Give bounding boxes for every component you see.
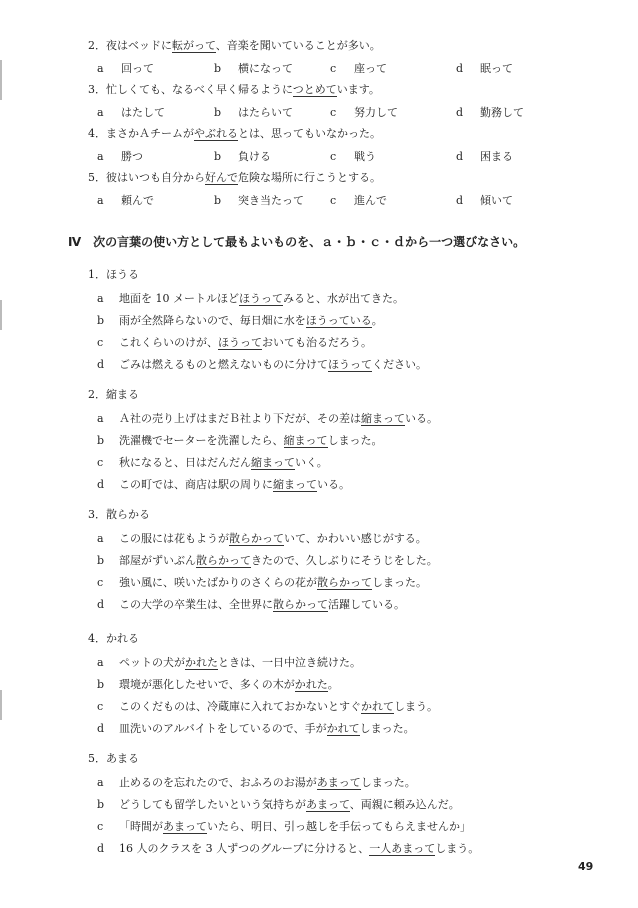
sentence-option-d[interactable]: d この大学の卒業生は、全世界に散らかって活躍している。 xyxy=(97,598,405,611)
underlined-target: 縮まって xyxy=(361,412,405,425)
option-a[interactable]: a 勝つ xyxy=(97,150,143,163)
underlined-target: あまって xyxy=(306,798,350,811)
sentence-option-c[interactable]: c 「時間があまっていたら、明日、引っ越しを手伝ってもらえませんか」 xyxy=(97,820,471,833)
underlined-target: 散らかって xyxy=(196,554,251,567)
option-c[interactable]: c 努力して xyxy=(330,106,398,119)
underlined-target: やぶれる xyxy=(194,127,238,140)
option-c[interactable]: c 座って xyxy=(330,62,387,75)
option-b[interactable]: b はたらいて xyxy=(214,106,293,119)
option-c[interactable]: c 戦う xyxy=(330,150,376,163)
sentence-option-d[interactable]: d ごみは燃えるものと燃えないものに分けてほうってください。 xyxy=(97,358,427,371)
option-b[interactable]: b 負ける xyxy=(214,150,271,163)
underlined-target: ほうって xyxy=(239,292,283,305)
underlined-target: 縮まって xyxy=(251,456,295,469)
underlined-target: 縮まって xyxy=(283,434,328,447)
underlined-target: 一人あまって xyxy=(369,842,436,855)
sentence-option-c[interactable]: c これくらいのけが、ほうっておいても治るだろう。 xyxy=(97,336,372,349)
usage-word-4: 4．かれる xyxy=(88,632,139,645)
sentence-option-c[interactable]: c 強い風に、咲いたばかりのさくらの花が散らかってしまった。 xyxy=(97,576,427,589)
underlined-target: 縮まって xyxy=(273,478,317,491)
underlined-target: ほうって xyxy=(218,336,262,349)
scan-edge-mark xyxy=(0,60,2,100)
option-d[interactable]: d 傾いて xyxy=(456,194,513,207)
sentence-option-d[interactable]: d この町では、商店は駅の周りに縮まっている。 xyxy=(97,478,350,491)
sentence-option-b[interactable]: b 部屋がずいぶん散らかってきたので、久しぶりにそうじをした。 xyxy=(97,554,438,567)
question-2: 2．夜はベッドに転がって、音楽を聞いていることが多い。 xyxy=(88,39,381,52)
option-c[interactable]: c 進んで xyxy=(330,194,387,207)
option-a[interactable]: a 頼んで xyxy=(97,194,154,207)
option-b[interactable]: b 突き当たって xyxy=(214,194,304,207)
underlined-target: 散らかって xyxy=(317,576,372,589)
sentence-option-a[interactable]: a ペットの犬がかれたときは、一日中泣き続けた。 xyxy=(97,656,361,669)
underlined-target: かれて xyxy=(326,722,360,735)
option-d[interactable]: d 勤務して xyxy=(456,106,524,119)
underlined-target: 転がって xyxy=(172,39,216,52)
underlined-target: あまって xyxy=(163,820,207,833)
sentence-option-d[interactable]: d 16 人のクラスを 3 人ずつのグループに分けると、一人あまってしまう。 xyxy=(97,842,480,855)
option-a[interactable]: a 回って xyxy=(97,62,154,75)
question-3: 3．忙しくても、なるべく早く帰るようにつとめています。 xyxy=(88,83,380,96)
sentence-option-b[interactable]: b どうしても留学したいという気持ちがあまって、両親に頼み込んだ。 xyxy=(97,798,460,811)
page-number: 49 xyxy=(578,860,594,873)
usage-word-1: 1．ほうる xyxy=(88,268,139,281)
underlined-target: 散らかって xyxy=(273,598,328,611)
option-a[interactable]: a はたして xyxy=(97,106,165,119)
sentence-option-a[interactable]: a この服には花もようが散らかっていて、かわいい感じがする。 xyxy=(97,532,427,545)
option-b[interactable]: b 横になって xyxy=(214,62,293,75)
underlined-target: かれた xyxy=(294,678,328,691)
underlined-target: つとめて xyxy=(292,83,337,96)
underlined-target: かれた xyxy=(185,656,218,669)
underlined-target: 散らかって xyxy=(229,532,284,545)
sentence-option-a[interactable]: a Ａ社の売り上げはまだＢ社より下だが、その差は縮まっている。 xyxy=(97,412,438,425)
underlined-target: ほうって xyxy=(328,358,372,371)
question-4: 4．まさかＡチームがやぶれるとは、思ってもいなかった。 xyxy=(88,127,381,140)
option-d[interactable]: d 困まる xyxy=(456,150,513,163)
sentence-option-d[interactable]: d 皿洗いのアルバイトをしているので、手がかれてしまった。 xyxy=(97,722,415,735)
sentence-option-b[interactable]: b 環境が悪化したせいで、多くの木がかれた。 xyxy=(97,678,339,691)
sentence-option-c[interactable]: c このくだものは、冷蔵庫に入れておかないとすぐかれてしまう。 xyxy=(97,700,438,713)
usage-word-2: 2．縮まる xyxy=(88,388,139,401)
underlined-target: かれて xyxy=(361,700,394,713)
sentence-option-a[interactable]: a 止めるのを忘れたので、おふろのお湯があまってしまった。 xyxy=(97,776,416,789)
underlined-target: 好んで xyxy=(205,171,238,184)
usage-word-5: 5．あまる xyxy=(88,752,139,765)
question-5: 5．彼はいつも自分から好んで危険な場所に行こうとする。 xyxy=(88,171,381,184)
option-d[interactable]: d 眠って xyxy=(456,62,513,75)
sentence-option-b[interactable]: b 洗濯機でセーターを洗濯したら、縮まってしまった。 xyxy=(97,434,383,447)
sentence-option-c[interactable]: c 秋になると、日はだんだん縮まっていく。 xyxy=(97,456,328,469)
underlined-target: ほうっている xyxy=(305,314,372,327)
scan-edge-mark xyxy=(0,300,2,330)
sentence-option-b[interactable]: b 雨が全然降らないので、毎日畑に水をほうっている。 xyxy=(97,314,383,327)
underlined-target: あまって xyxy=(316,776,361,789)
sentence-option-a[interactable]: a 地面を 10 メートルほどほうってみると、水が出てきた。 xyxy=(97,292,404,305)
section-heading: Ⅳ 次の言葉の使い方として最もよいものを、ａ・ｂ・ｃ・ｄから一つ選びなさい。 xyxy=(68,235,526,249)
scan-edge-mark xyxy=(0,690,2,720)
usage-word-3: 3．散らかる xyxy=(88,508,150,521)
